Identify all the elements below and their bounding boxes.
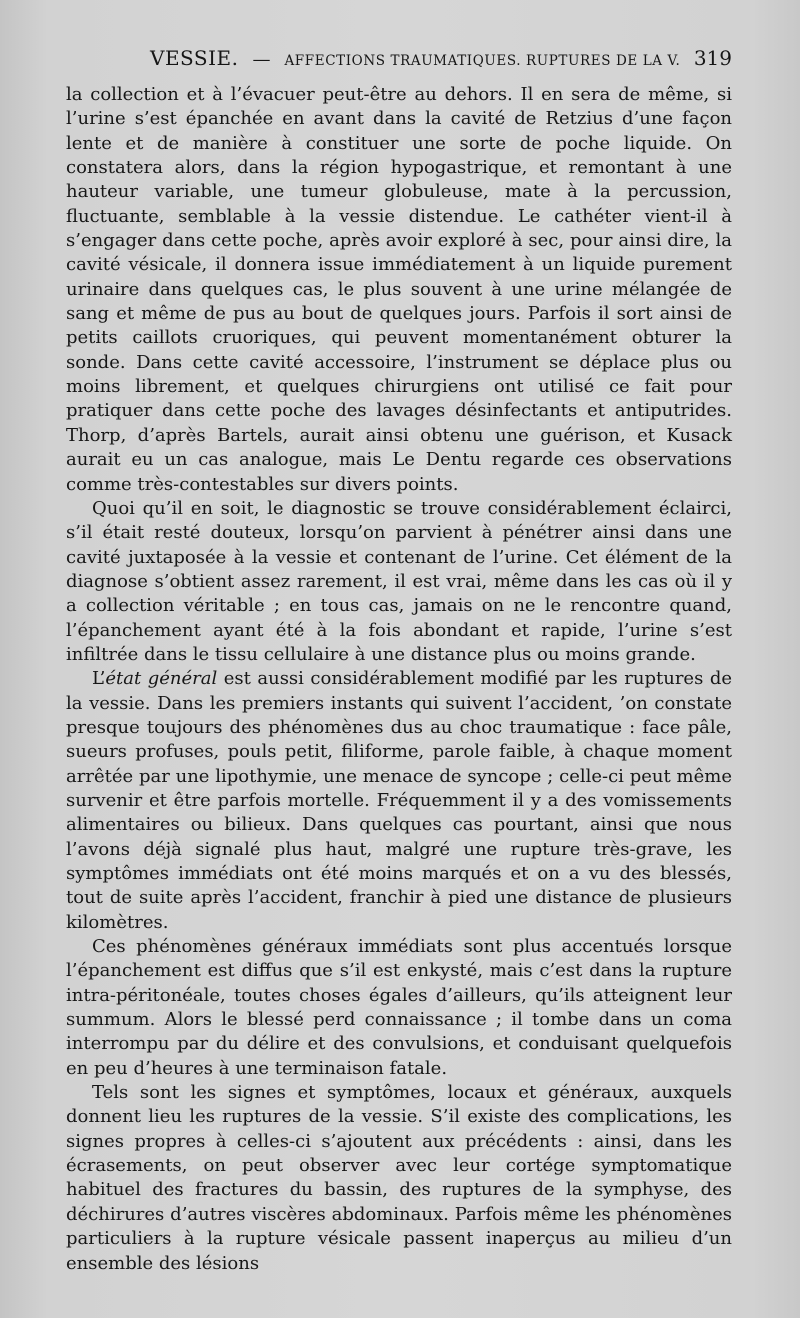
paragraph-1 [66,83,732,497]
paragraph-4 [66,935,732,1081]
paragraph-5 [66,1081,732,1276]
paragraph-5-text: Tels sont les signes et symptômes, locaux et généraux, auxquels donnent lieu les ruptures de la vessie. S’il existe des complications, les signes propres à celles-ci s’ajoutent aux précédents : ainsi, dans les écrasements, on peut observer avec leur cortége symptomatique habituel des fractures du bassin, des ruptures de la symphyse, des déchirures d’autres viscères abdominaux. Parfois même les phénomènes particuliers à la rupture vésicale passent inaperçus au milieu d’un ensemble des lésions [66,1082,732,1274]
body-text [66,83,732,1276]
paragraph-3-emphasis: état général [105,668,218,690]
running-head-title: VESSIE. [150,46,239,70]
paragraph-4-text: Ces phénomènes généraux immédiats sont plus accentués lorsque l’épanchement est diffus que s’il est enkysté, mais c’est dans la rupture intra-péritonéale, toutes choses égales d’ailleurs, qu’ils atteignent leur summum. Alors le blessé perd connaissance ; il tombe dans un coma interrompu par du délire et des convulsions, et conduisant quelquefois en peu d’heures à une terminaison fatale. [66,936,732,1079]
paragraph-1-text: la collection et à l’évacuer peut-être au dehors. Il en sera de même, si l’urine s’est épanchée en avant dans la cavité de Retzius d’une façon lente et de manière à constituer une sorte de poche liquide. On constatera alors, dans la région hypogastrique, et remontant à une hauteur variable, une tumeur globuleuse, mate à la percussion, fluctuante, semblable à la vessie distendue. Le cathéter vient-il à s’engager dans cette poche, après avoir exploré à sec, pour ainsi dire, la cavité vésicale, il donnera issue immédiatement à un liquide purement urinaire dans quelques cas, le plus souvent à une urine mélangée de sang et même de pus au bout de quelques jours. Parfois il sort ainsi de petits caillots cruoriques, qui peuvent momentanément obturer la sonde. Dans cette cavité accessoire, l’instrument se déplace plus ou moins librement, et quelques chirurgiens ont utilisé ce fait pour pratiquer dans cette poche des lavages désinfectants et antiputrides. Thorp, d’après Bartels, aurait ainsi obtenu une guérison, et Kusack aurait eu un cas analogue, mais Le Dentu regarde ces observations comme très-contestables sur divers points. [66,84,732,495]
paragraph-3-text: est aussi considérablement modifié par les ruptures de la vessie. Dans les premiers instants qui suivent l’accident, ’on constate presque toujours des phénomènes dus au choc traumatique : face pâle, sueurs profuses, pouls petit, filiforme, parole faible, à chaque moment arrêtée par une lipothymie, une menace de syncope ; celle-ci peut même survenir et être parfois mortelle. Fréquemment il y a des vomissements alimentaires ou bilieux. Dans quelques cas pourtant, ainsi que nous l’avons déjà signalé plus haut, malgré une rupture très-grave, les symptômes immédiats ont été moins marqués et on a vu des blessés, tout de suite après l’accident, franchir à pied une distance de plusieurs kilomètres. [66,668,732,933]
running-head-subtitle: AFFECTIONS TRAUMATIQUES. RUPTURES DE LA V. [284,53,681,69]
paragraph-2-text: Quoi qu’il en soit, le diagnostic se trouve considérablement éclairci, s’il était resté douteux, lorsqu’on parvient à pénétrer ainsi dans une cavité juxtaposée à la vessie et contenant de l’urine. Cet élément de la diagnose s’obtient assez rarement, il est vrai, même dans les cas où il y a collection véritable ; en tous cas, jamais on ne le rencontre quand, l’épanchement ayant été à la fois abondant et rapide, l’urine s’est infiltrée dans le tissu cellulaire à une distance plus ou moins grande. [66,497,732,665]
running-head [66,46,732,76]
page-number: 319 [693,46,732,70]
paragraph-3-lead: L’ [92,668,106,690]
paragraph-2 [66,497,732,667]
paragraph-3 [66,667,732,935]
running-head-dash: — [252,49,271,70]
